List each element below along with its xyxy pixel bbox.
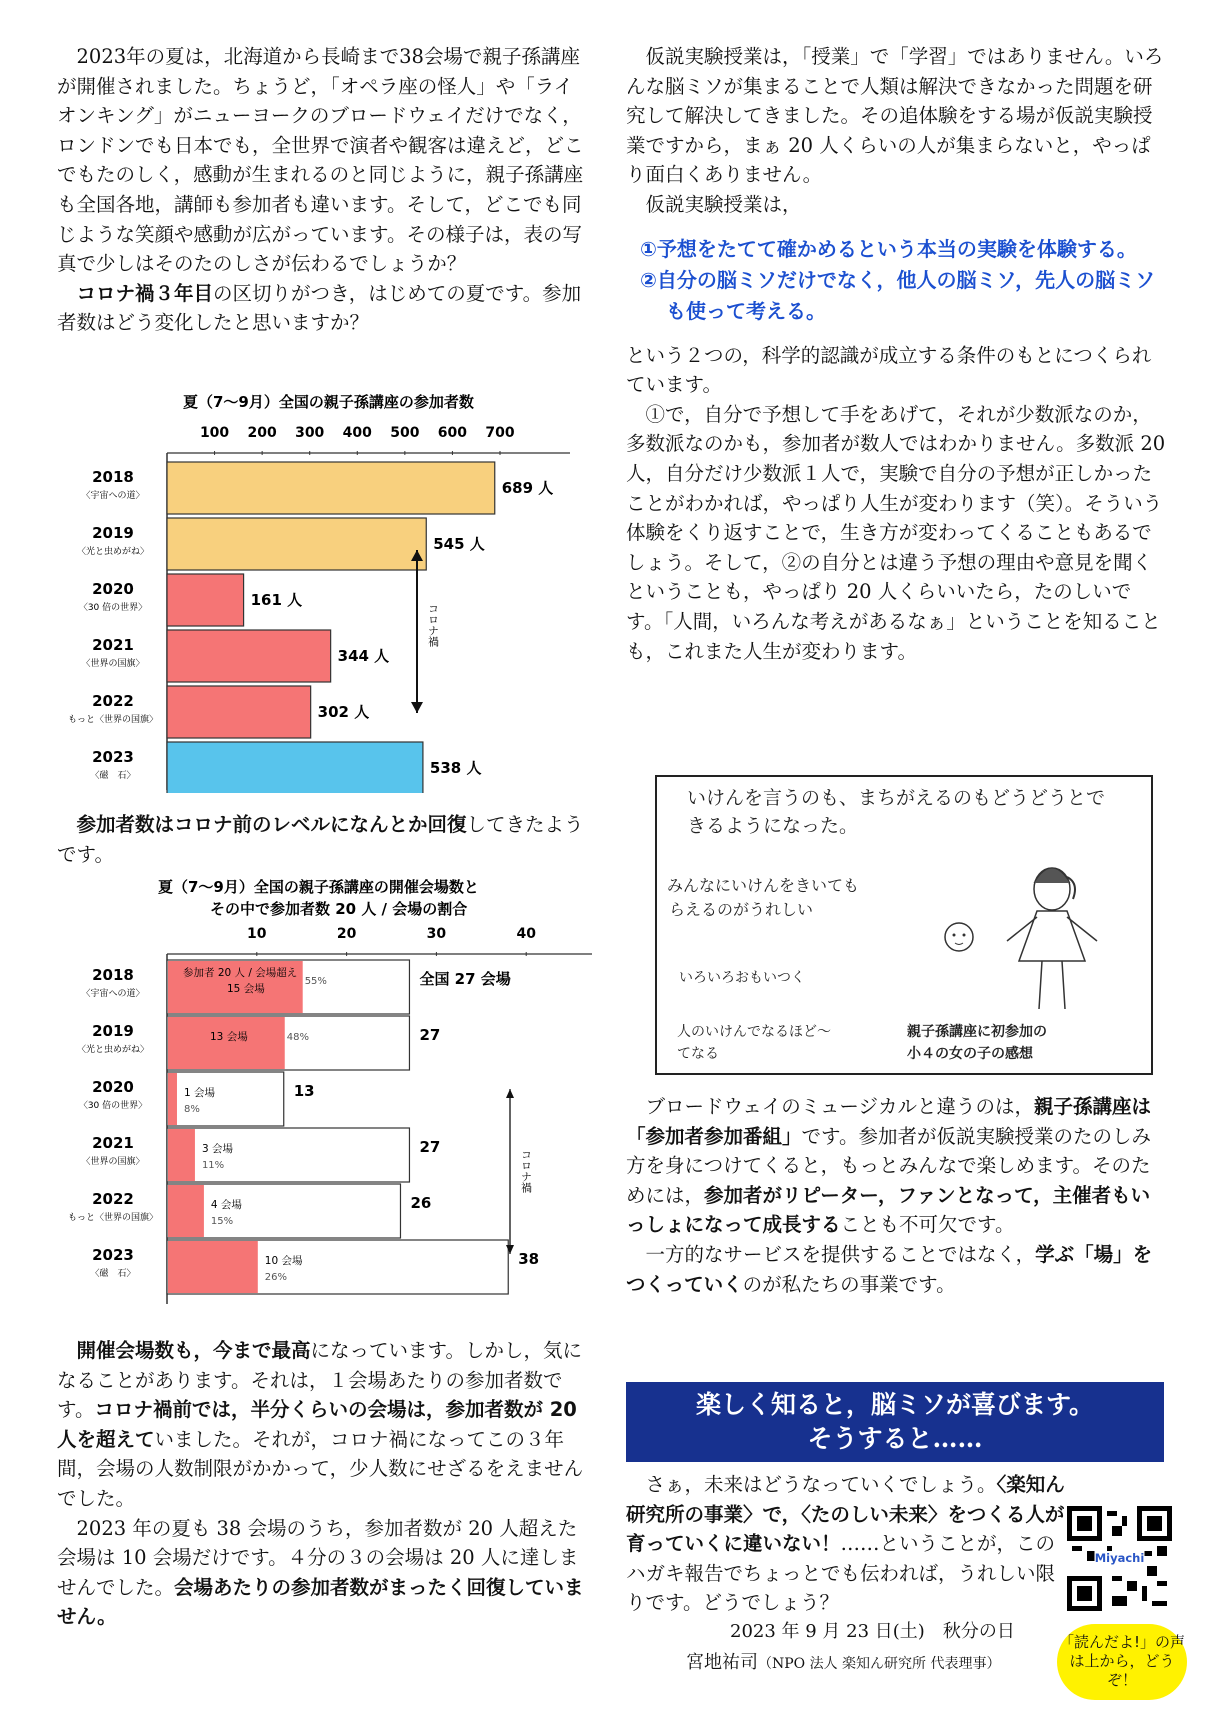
chart2-percent-label: 15% xyxy=(210,1216,234,1227)
author-name: 宮地祐司 xyxy=(686,1651,758,1673)
chart2-percent-label: 11% xyxy=(201,1160,225,1171)
banner-line-2: そうすると…… xyxy=(807,1424,983,1453)
recovery-bold: 参加者数はコロナ前のレベルになんとか回復 xyxy=(76,813,467,836)
child-drawing xyxy=(655,775,1153,1075)
chart2-annotation: コロナ禍 xyxy=(519,1149,533,1193)
chart2-total-bar xyxy=(167,1072,284,1126)
experience-paragraph: ①で，自分で予想して手をあげて，それが少数派なのか，多数派なのかも，参加者が数人ではわかりません。多数派 20 人，自分だけ少数派１人で，実験で自分の予想が正しかったことがわかれば，やっぱり人生が変わります（笑）。そういう体験をくり返すことで，生き方が変わってくることもあるでしょう。そして，②の自分とは違う予想の理由や意見を聞くということも，やっぱり 20 人くらいいたら，たのしいです。「人間，いろんな考えがあるなぁ」ということを知ることも，これまた人生が変わります。 xyxy=(626,402,1166,663)
broadway-e: ことも不可欠です。 xyxy=(840,1213,1015,1237)
chart2-inner-label-2018-line2: 15 会場 xyxy=(227,983,265,995)
chart2-category-label: 2018 xyxy=(92,966,134,984)
chart2-tick-label: 20 xyxy=(336,926,357,942)
chart1-bar xyxy=(167,574,244,626)
venues-paragraphs xyxy=(57,1336,590,1632)
sketch-caption-1: 親子孫講座に初参加の xyxy=(907,1021,1047,1041)
broadway-d: 参加者がリピーター，ファンとなって，主催者もいっしょになって成長する xyxy=(626,1183,1151,1237)
chart2-category-sublabel: 〈世界の国旗〉 xyxy=(81,1157,145,1167)
chart2-highlight-bar xyxy=(168,1241,258,1293)
chart2-category-label: 2019 xyxy=(92,1022,134,1040)
chart1-category-sublabel: 〈宇宙への道〉 xyxy=(81,491,145,501)
mission-paragraph xyxy=(626,1240,1166,1299)
broadway-paragraph xyxy=(626,1092,1166,1240)
chart1-value-label: 689 人 xyxy=(501,479,554,497)
corona-question xyxy=(57,279,590,338)
summary-paragraph xyxy=(57,1514,590,1632)
chart2-category-sublabel: 〈30 倍の世界〉 xyxy=(78,1101,148,1111)
chart2-tick-label: 10 xyxy=(247,926,267,942)
sketch-text-4: らえるのがうれしい xyxy=(669,900,814,919)
author-line xyxy=(626,1648,1066,1679)
banner-line-1: 楽しく知ると，脳ミソが喜びます。 xyxy=(695,1390,1094,1419)
chart1-bar xyxy=(167,630,331,682)
condition-2: ②自分の脳ミソだけでなく，他人の脳ミソ，先人の脳ミソも使って考える。 xyxy=(640,267,1156,323)
chart2-category-label: 2022 xyxy=(92,1190,134,1208)
chart1-category-label: 2019 xyxy=(92,524,134,542)
author-note: （NPO 法人 楽知ん研究所 代表理事） xyxy=(758,1655,1001,1672)
chart1-value-label: 538 人 xyxy=(429,759,482,777)
chart2-inner-label: 参加者 20 人 / 会場超え xyxy=(183,967,298,979)
chart2-tick-label: 40 xyxy=(516,926,536,942)
sketch-text-7: てなる xyxy=(677,1046,719,1062)
chart1-tick-label: 100 xyxy=(199,425,230,441)
closing-b: 〈楽知ん研究所の事業〉で，〈たのしい未来〉をつくる人が育っていくに違いない！ xyxy=(626,1473,1065,1556)
venues-chart xyxy=(40,874,600,1314)
qr-code[interactable] xyxy=(1067,1506,1172,1611)
venues-bold1: 開催会場数も，今まで最高 xyxy=(76,1339,311,1362)
chart1-category-label: 2018 xyxy=(92,468,134,486)
chart1-category-label: 2021 xyxy=(92,636,134,654)
feedback-bubble[interactable]: 「読んだよ!」の声は上から，どうぞ！ xyxy=(1057,1624,1187,1700)
chart1-tick-label: 700 xyxy=(485,425,515,441)
intro-paragraph: 2023年の夏は，北海道から長崎まで38会場で親子孫講座が開催されました。ちょうど，「オペラ座の怪人」や「ライオンキング」がニューヨークのブロードウェイだけでなく，ロンドンでも日本でも，全世界で演者や観客は違えど，どこでもたのしく，感動が生まれるのと同じように，親子孫講座も全国各地，講師も参加者も違います。そして，どこでも同じような笑顔や感動が広がっています。その様子は，表の写真で少しはそのたのしさが伝わるでしょうか？ xyxy=(57,45,584,276)
chart2-inner-label: 10 会場 xyxy=(264,1255,303,1267)
mission-c: のが私たちの事業です。 xyxy=(742,1272,956,1296)
chart2-inner-label: 1 会場 xyxy=(183,1087,216,1099)
chart2-inner-label: 3 会場 xyxy=(201,1143,233,1155)
chart2-total-label: 27 xyxy=(419,1026,441,1044)
chart2-category-sublabel: 〈光と虫めがね〉 xyxy=(76,1045,150,1055)
chart2-tick-label: 30 xyxy=(426,926,447,942)
broadway-c: です。参加者が仮説実験授業のたのしみ方を身につけてくると，もっとみんなで楽しめます。そのためには， xyxy=(626,1124,1151,1207)
chart1-value-label: 302 人 xyxy=(317,703,370,721)
sketch-text-3: みんなにいけんをきいても xyxy=(667,876,860,895)
chart2-inner-label: 13 会場 xyxy=(210,1031,248,1043)
slogan-banner xyxy=(626,1382,1164,1462)
chart2-percent-label: 48% xyxy=(286,1032,309,1043)
chart1-category-sublabel: 〈30 倍の世界〉 xyxy=(78,603,148,613)
date-line: 2023 年 9 月 23 日(土) 秋分の日 xyxy=(730,1620,1015,1642)
chart2-total-bar xyxy=(167,1128,409,1182)
chart1-bar xyxy=(167,686,311,738)
chart1-category-sublabel: もっと〈世界の国旗〉 xyxy=(67,715,159,725)
girl-illustration xyxy=(897,837,1147,1037)
chart1-tick-label: 200 xyxy=(247,425,277,441)
sketch-text-1: いけんを言うのも、まちがえるのもどうどうとで xyxy=(687,787,1106,809)
chart2-highlight-bar xyxy=(168,1185,204,1237)
corona-bold: コロナ禍３年目 xyxy=(76,281,214,305)
broadway-a: ブロードウェイのミュージカルと違うのは， xyxy=(645,1095,1034,1118)
corona-rest: の区切りがつき，はじめての夏です。参加者数はどう変化したと思いますか？ xyxy=(57,281,582,335)
chart2-total-label: 13 xyxy=(293,1082,315,1100)
broadway-paragraphs xyxy=(626,1092,1166,1299)
chart1-bar xyxy=(167,462,495,514)
sketch-text-6: 人のいけんでなるほど〜 xyxy=(677,1024,831,1040)
chart2-total-label: 27 xyxy=(419,1138,441,1156)
chart2-title-line2: その中で参加者数 20 人 / 会場の割合 xyxy=(210,900,468,918)
chart1-category-sublabel: 〈光と虫めがね〉 xyxy=(76,547,150,557)
chart2-highlight-bar xyxy=(168,1073,177,1125)
chart1-category-label: 2023 xyxy=(92,748,134,766)
venues-bold2: コロナ禍前では，半分くらいの会場は，参加者数が 20 人を超えて xyxy=(57,1398,577,1451)
venues-mid: になっています。しかし，気になることがあります。それは，１会場あたりの参加者数です。 xyxy=(57,1339,582,1422)
chart1-tick-label: 500 xyxy=(390,425,420,441)
chart1-category-sublabel: 〈世界の国旗〉 xyxy=(81,659,145,669)
chart1-value-label: 161 人 xyxy=(250,591,303,609)
chart1-category-label: 2020 xyxy=(92,580,134,598)
chart1-value-label: 545 人 xyxy=(433,535,485,553)
closing-a: さぁ，未来はどうなっていくでしょう。 xyxy=(645,1473,997,1496)
chart1-value-label: 344 人 xyxy=(337,647,390,665)
chart1-title: 夏（7〜9月）全国の親子孫講座の参加者数 xyxy=(183,393,474,411)
mission-b: 学ぶ「場」をつくっていく xyxy=(626,1242,1153,1296)
summary-text: 2023 年の夏も 38 会場のうち，参加者数が 20 人超えた会場は 10 会場だけです。４分の３の会場は 20 人に達しませんでした。 xyxy=(57,1516,579,1599)
chart1-category-label: 2022 xyxy=(92,692,134,710)
chart2-category-label: 2021 xyxy=(92,1134,134,1152)
chart2-percent-label: 8% xyxy=(183,1104,200,1115)
sketch-text-2: きるようになった。 xyxy=(687,815,859,837)
chart2-category-sublabel: もっと〈世界の国旗〉 xyxy=(67,1213,159,1223)
conditions-tail: という２つの，科学的認識が成立する条件のもとにつくられています。 xyxy=(626,343,1152,397)
chart2-total-label: 26 xyxy=(410,1194,432,1212)
chart2-percent-label: 26% xyxy=(264,1272,288,1283)
chart1-category-sublabel: 〈磁 石〉 xyxy=(90,771,136,781)
hypothesis-paragraph: 仮説実験授業は，「授業」で「学習」ではありません。いろんな脳ミソが集まることで人類は解決できなかった問題を研究して解決してきました。その追体験をする場が仮説実験授業ですから，まぁ 20 人くらいの人が集まらないと，やっぱり面白くありません。 xyxy=(626,45,1164,187)
recovery-paragraph xyxy=(57,810,590,869)
right-column xyxy=(626,42,1166,666)
chart2-percent-label: 55% xyxy=(304,976,327,987)
broadway-b: 親子孫講座は「参加者参加番組」 xyxy=(626,1095,1151,1148)
left-column xyxy=(57,42,590,338)
qr-label: Miyachi xyxy=(1094,1551,1145,1565)
venues-paragraph xyxy=(57,1336,590,1514)
chart2-category-sublabel: 〈宇宙への道〉 xyxy=(81,989,145,999)
venues-rest: いました。それが，コロナ禍になってこの３年間，会場の人数制限がかかって，少人数にせざるをえませんでした。 xyxy=(57,1427,584,1510)
closing-paragraph xyxy=(626,1470,1066,1679)
chart1-tick-label: 400 xyxy=(342,425,372,441)
chart1-tick-label: 600 xyxy=(437,425,468,441)
chart2-inner-label: 4 会場 xyxy=(210,1199,242,1211)
condition-1: ①予想をたてて確かめるという本当の実験を体験する。 xyxy=(640,236,1137,261)
chart2-total-label: 全国 27 会場 xyxy=(419,970,511,988)
hypothesis-lead: 仮説実験授業は， xyxy=(645,192,802,216)
chart2-title-line1: 夏（7〜9月）全国の親子孫講座の開催会場数と xyxy=(158,878,479,896)
closing-c: ……ということが，このハガキ報告でちょっとでも伝われば，うれしい限りです。どうでしょう？ xyxy=(626,1532,1056,1615)
summary-bold: 会場あたりの参加者数がまったく回復していません。 xyxy=(57,1575,584,1629)
sketch-caption-2: 小４の女の子の感想 xyxy=(907,1043,1033,1063)
mission-a: 一方的なサービスを提供することではなく， xyxy=(645,1242,1036,1266)
chart2-total-label: 38 xyxy=(518,1250,540,1268)
chart2-category-label: 2020 xyxy=(92,1078,134,1096)
chart2-highlight-bar xyxy=(168,1129,195,1181)
recovery-rest: してきたようです。 xyxy=(57,813,584,866)
chart1-bar xyxy=(167,518,426,570)
chart1-annotation: コロナ禍 xyxy=(426,603,440,647)
chart1-tick-label: 300 xyxy=(295,425,325,441)
chart2-highlight-bar xyxy=(168,1017,285,1069)
chart1-bar xyxy=(167,742,423,793)
participants-chart xyxy=(40,393,580,793)
chart2-category-sublabel: 〈磁 石〉 xyxy=(90,1269,136,1279)
sketch-text-5: いろいろおもいつく xyxy=(679,970,805,986)
chart2-category-label: 2023 xyxy=(92,1246,134,1264)
conditions-list xyxy=(640,234,1166,327)
